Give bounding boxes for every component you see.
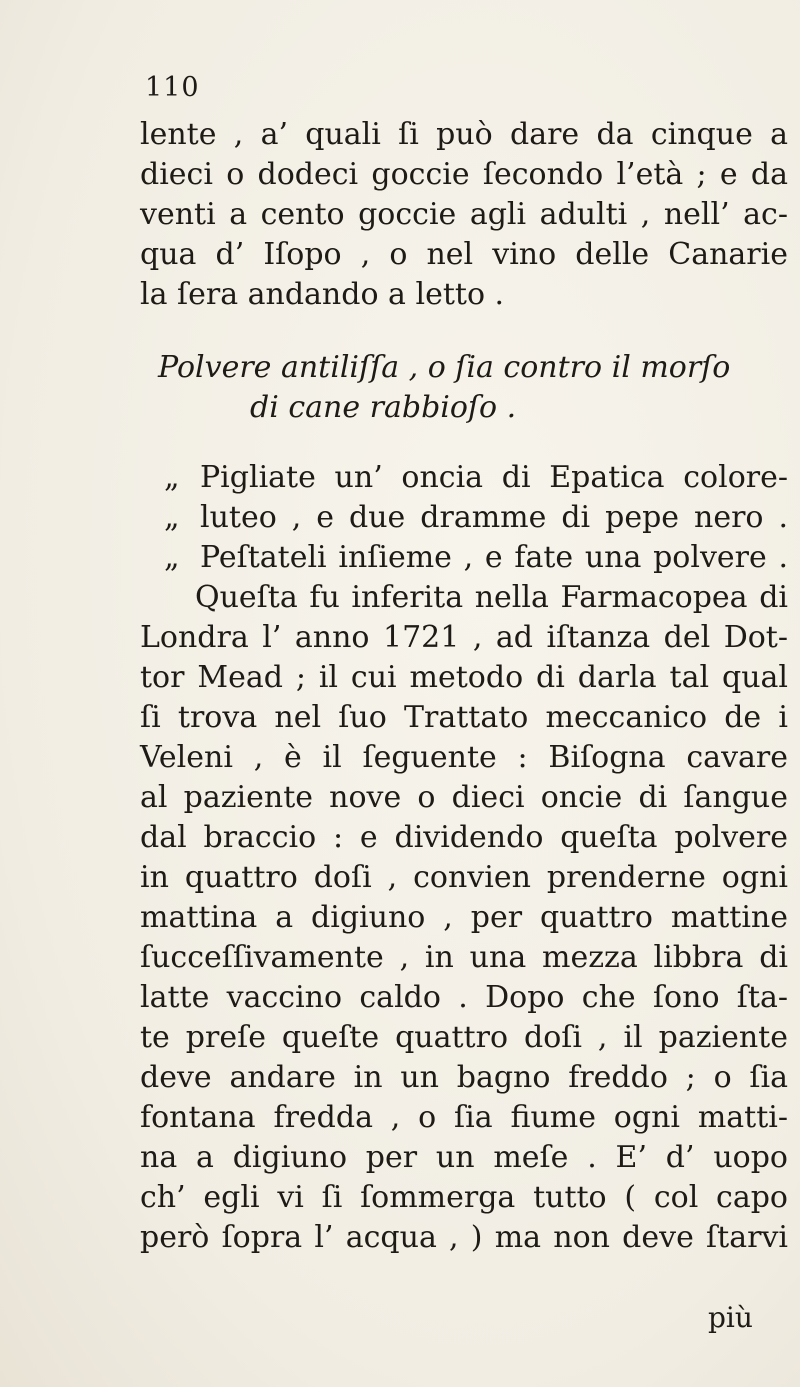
text-line: dal braccio : e dividendo queſta polvere	[140, 820, 788, 855]
text-line: al paziente nove o dieci oncie di ſangue	[140, 780, 788, 815]
text-line: te preſe queſte quattro doſi , il paziente	[140, 1020, 788, 1055]
text-line: Queſta fu inferita nella Farmacopea di	[195, 580, 788, 615]
quote-mark: „	[164, 540, 180, 575]
text-line: venti a cento goccie agli adulti , nell’ ac-	[140, 197, 788, 232]
text-line: ch’ egli vi ſi ſommerga tutto ( col capo	[140, 1180, 788, 1215]
text-line: Veleni , è il ſeguente : Biſogna cavare	[140, 740, 788, 775]
section-heading-continued: di cane rabbioſo .	[250, 390, 517, 425]
text-line: ſi trova nel ſuo Trattato meccanico de i	[140, 700, 788, 735]
page-number: 110	[145, 72, 200, 103]
quoted-text: Pigliate un’ oncia di Epatica colore-	[200, 460, 788, 495]
text-line: lente , a’ quali ſi può dare da cinque a	[140, 117, 788, 152]
quote-mark: „	[164, 460, 180, 495]
quoted-line	[164, 498, 788, 538]
text-line: dieci o dodeci goccie ſecondo l’età ; e da	[140, 157, 788, 192]
text-line: deve andare in un bagno freddo ; o ſia	[140, 1060, 788, 1095]
quoted-line	[164, 458, 788, 498]
quoted-text: luteo , e due dramme di pepe nero .	[200, 500, 788, 535]
text-line: tor Mead ; il cui metodo di darla tal qual	[140, 660, 788, 695]
text-line: la ſera andando a letto .	[140, 277, 505, 312]
text-line: però ſopra l’ acqua , ) ma non deve ſtarvi	[140, 1220, 788, 1255]
quoted-line	[164, 538, 788, 578]
text-line: mattina a digiuno , per quattro mattine	[140, 900, 788, 935]
quote-mark: „	[164, 500, 180, 535]
text-line: fontana fredda , o ſia fiume ogni matti-	[140, 1100, 788, 1135]
section-heading: Polvere antiliſſa , o ſia contro il morſo	[158, 350, 731, 385]
catchword: più	[708, 1301, 753, 1334]
text-line: ſucceſſivamente , in una mezza libbra di	[140, 940, 788, 975]
text-line: latte vaccino caldo . Dopo che ſono ſta-	[140, 980, 788, 1015]
text-line: qua d’ Iſopo , o nel vino delle Canarie	[140, 237, 788, 272]
text-line: in quattro doſi , convien prenderne ogni	[140, 860, 788, 895]
text-line: na a digiuno per un meſe . E’ d’ uopo	[140, 1140, 788, 1175]
text-line: Londra l’ anno 1721 , ad iſtanza del Dot-	[140, 620, 788, 655]
quoted-text: Peſtateli inſieme , e fate una polvere .	[200, 540, 788, 575]
